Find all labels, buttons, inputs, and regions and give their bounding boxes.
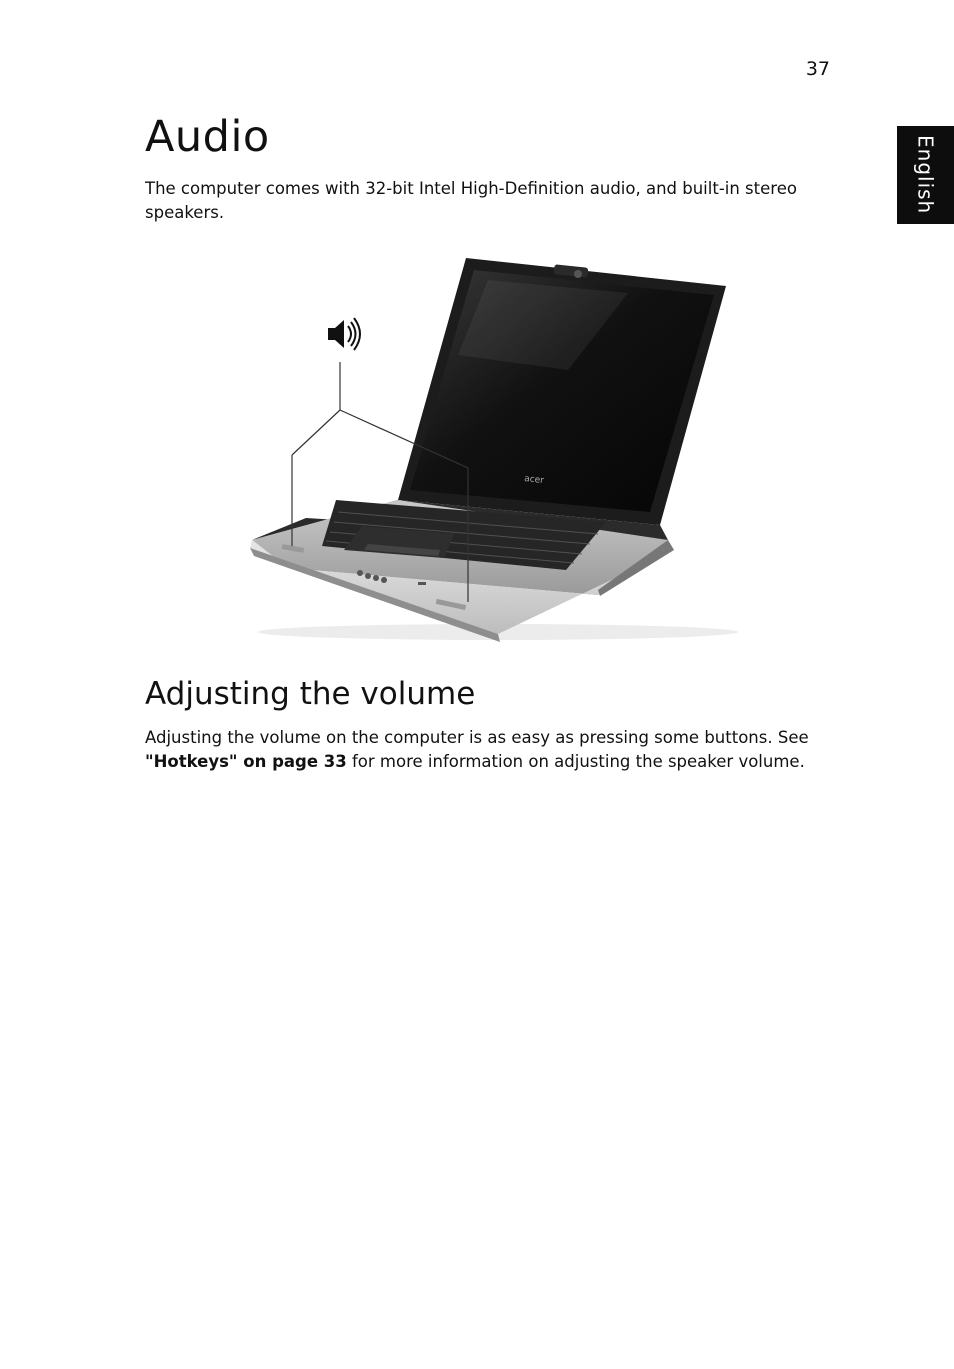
volume-text-after: for more information on adjusting the speaker volume. — [346, 752, 805, 771]
audio-description: The computer comes with 32-bit Intel High-Definition audio, and built-in stereo speakers. — [145, 179, 797, 222]
speaker-icon — [328, 318, 360, 350]
section-heading-volume: Adjusting the volume — [145, 676, 476, 712]
volume-description — [145, 726, 845, 774]
page-number: 37 — [805, 58, 830, 80]
page-title: Audio — [145, 112, 270, 162]
laptop-speaker-figure — [248, 250, 748, 645]
language-tab — [897, 126, 954, 224]
laptop-illustration — [248, 250, 748, 645]
volume-text-before: Adjusting the volume on the computer is as easy as pressing some buttons. See — [145, 728, 809, 747]
hotkeys-link[interactable]: "Hotkeys" on page 33 — [145, 752, 347, 771]
brand-logo: acer — [523, 474, 545, 487]
language-tab-label: English — [913, 135, 938, 215]
